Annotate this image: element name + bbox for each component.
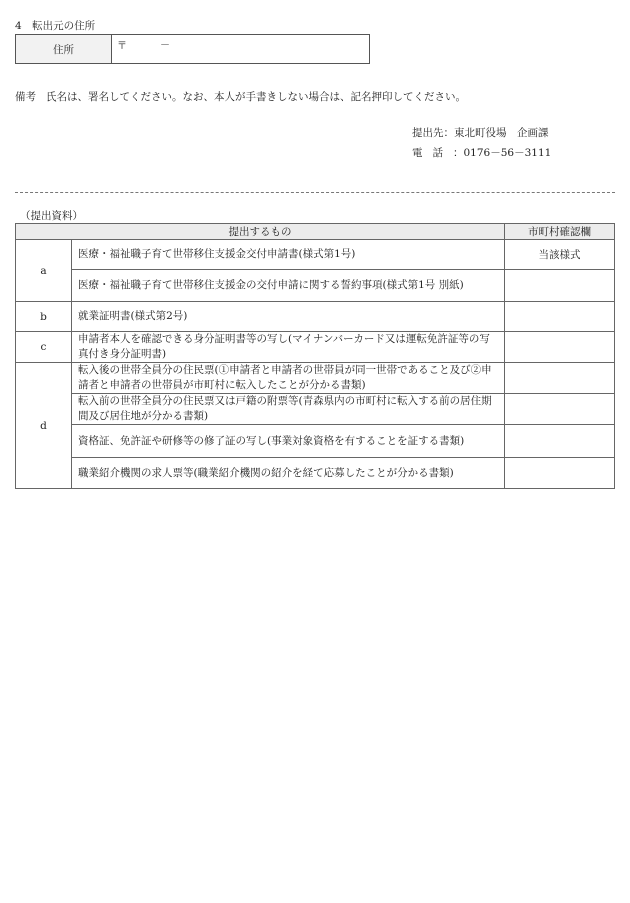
remarks-note: [15, 89, 466, 104]
materials-table: [15, 223, 615, 489]
item-text: 資格証、免許証や研修等の修了証の写し(事業対象資格を有することを証する書類): [72, 425, 505, 458]
postal-code-dash: －: [160, 40, 170, 51]
check-cell[interactable]: [505, 302, 615, 332]
table-row: [16, 302, 615, 332]
table-row: [16, 332, 615, 363]
check-cell[interactable]: [505, 363, 615, 394]
address-field[interactable]: [112, 35, 369, 63]
phone-contact: [412, 145, 551, 160]
check-cell[interactable]: [505, 332, 615, 363]
group-key-b: b: [16, 302, 72, 332]
item-text: 医療・福祉職子育て世帯移住支援金の交付申請に関する誓約事項(様式第1号 別紙): [72, 270, 505, 302]
previous-address-table: [15, 34, 370, 64]
table-row: [16, 425, 615, 458]
header-municipal-check: 市町村確認欄: [505, 224, 615, 240]
table-row: [16, 270, 615, 302]
table-row: [16, 394, 615, 425]
phone-label: 電話: [412, 147, 453, 159]
item-text: 申請者本人を確認できる身分証明書等の写し(マイナンバーカード又は運転免許証等の写真付き身分証明書): [72, 332, 505, 363]
header-items: 提出するもの: [16, 224, 505, 240]
check-cell[interactable]: [505, 458, 615, 489]
phone-value: ：0176－56－3111: [453, 147, 552, 159]
table-row: [16, 458, 615, 489]
table-row: [16, 363, 615, 394]
group-key-d: d: [16, 363, 72, 489]
table-row: [16, 240, 615, 270]
item-text: 転入後の世帯全員分の住民票(①申請者と申請者の世帯員が同一世帯であること及び②申請者と申請者の世帯員が市町村に転入したことが分かる書類): [72, 363, 505, 394]
remarks-text: 氏名は、署名してください。なお、本人が手書きしない場合は、記名押印してください。: [46, 91, 466, 103]
group-key-a: a: [16, 240, 72, 302]
section-title-previous-address: 4 転出元の住所: [15, 20, 96, 32]
item-text: 医療・福祉職子育て世帯移住支援金交付申請書(様式第1号): [72, 240, 505, 270]
cut-line-divider: [15, 192, 615, 193]
item-text: 職業紹介機関の求人票等(職業紹介機関の紹介を経て応募したことが分かる書類): [72, 458, 505, 489]
group-key-c: c: [16, 332, 72, 363]
postal-mark-icon: 〒: [117, 41, 127, 52]
submit-to: 提出先：東北町役場 企画課: [412, 127, 549, 139]
materials-title: （提出資料）: [20, 210, 83, 222]
check-cell[interactable]: [505, 270, 615, 302]
table-header-row: [16, 224, 615, 240]
check-cell[interactable]: [505, 425, 615, 458]
item-text: 転入前の世帯全員分の住民票又は戸籍の附票等(青森県内の市町村に転入する前の居住期間及び居住地が分かる書類): [72, 394, 505, 425]
check-cell[interactable]: [505, 394, 615, 425]
remarks-label: 備考: [15, 91, 36, 103]
item-text: 就業証明書(様式第2号): [72, 302, 505, 332]
address-label: 住所: [16, 35, 112, 63]
check-cell[interactable]: 当該様式: [505, 240, 615, 270]
